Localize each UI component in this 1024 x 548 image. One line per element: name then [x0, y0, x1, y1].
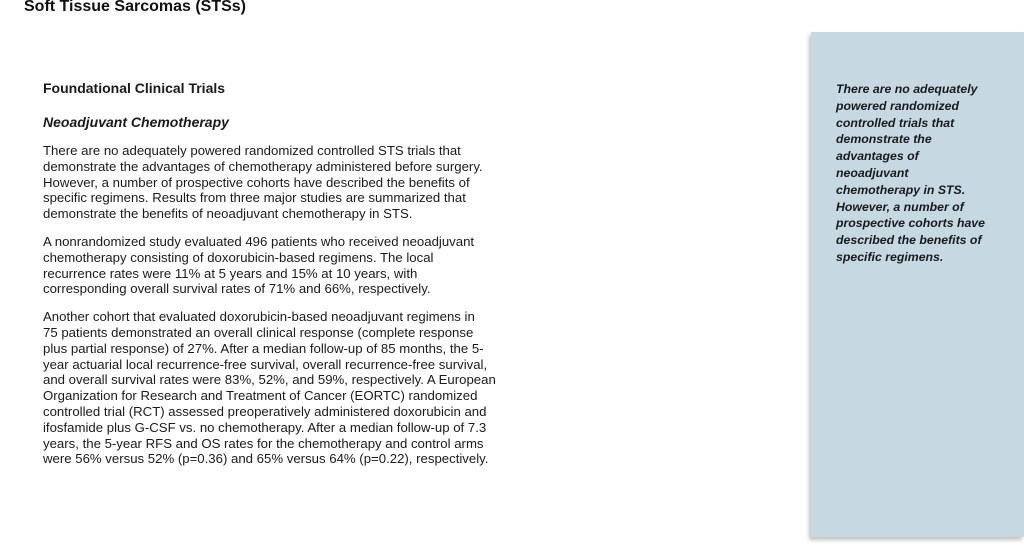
- sub-heading: Neoadjuvant Chemotherapy: [43, 114, 229, 130]
- callout-line: However, a number of: [836, 199, 964, 214]
- paragraph-line: year actuarial local recurrence-free survival, overall recurrence-free survival,: [43, 356, 488, 372]
- paragraph-intro: [43, 143, 543, 222]
- paragraph-cohort-eortc: [43, 309, 543, 467]
- callout-line: neoadjuvant: [836, 165, 909, 180]
- paragraph-line: Another cohort that evaluated doxorubicin-based neoadjuvant regimens in: [43, 309, 475, 325]
- paragraph-line: Organization for Research and Treatment of Cancer (EORTC) randomized: [43, 388, 478, 404]
- paragraph-line: plus partial response) of 27%. After a median follow-up of 85 months, the 5-: [43, 340, 484, 356]
- callout-text: [836, 81, 1016, 266]
- callout-line: chemotherapy in STS.: [836, 182, 966, 197]
- paragraph-line: specific regimens. Results from three major studies are summarized that: [43, 190, 466, 206]
- callout-line: described the benefits of: [836, 233, 982, 248]
- paragraph-line: demonstrate the benefits of neoadjuvant chemotherapy in STS.: [43, 206, 413, 222]
- paragraph-line: A nonrandomized study evaluated 496 patients who received neoadjuvant: [43, 233, 475, 249]
- callout-sidebar: [811, 32, 1024, 537]
- paragraph-line: However, a number of prospective cohorts have described the benefits of: [43, 174, 470, 190]
- paragraph-line: controlled trial (RCT) assessed preoperatively administered doxorubicin and: [43, 403, 487, 419]
- paragraph-line: and overall survival rates were 83%, 52%, and 59%, respectively. A European: [43, 372, 496, 388]
- callout-line: demonstrate the: [836, 132, 932, 147]
- paragraph-line: There are no adequately powered randomized controlled STS trials that: [43, 143, 461, 158]
- paragraph-line: demonstrate the advantages of chemotherapy administered before surgery.: [43, 158, 483, 174]
- callout-line: controlled trials that: [836, 115, 955, 130]
- callout-line: powered randomized: [836, 98, 959, 113]
- paragraph-line: chemotherapy consisting of doxorubicin-based regimens. The local: [43, 249, 434, 265]
- paragraph-line: 75 patients demonstrated an overall clinical response (complete response: [43, 324, 474, 340]
- paragraph-line: corresponding overall survival rates of 71% and 66%, respectively.: [43, 281, 431, 297]
- paragraph-nonrandomized-study: [43, 234, 543, 297]
- page-title: Soft Tissue Sarcomas (STSs): [24, 0, 246, 15]
- paragraph-line: ifosfamide plus G-CSF vs. no chemotherapy. After a median follow-up of 7.3: [43, 419, 487, 435]
- callout-line: prospective cohorts have: [836, 216, 985, 231]
- main-content: [43, 80, 543, 467]
- callout-line: There are no adequately: [836, 82, 978, 96]
- section-heading: Foundational Clinical Trials: [43, 80, 226, 96]
- callout-line: specific regimens.: [836, 249, 944, 264]
- callout-line: advantages of: [836, 149, 919, 164]
- paragraph-line: were 56% versus 52% (p=0.36) and 65% versus 64% (p=0.22), respectively.: [43, 451, 489, 467]
- paragraph-line: years, the 5-year RFS and OS rates for the chemotherapy and control arms: [43, 435, 484, 451]
- paragraph-line: recurrence rates were 11% at 5 years and 15% at 10 years, with: [43, 265, 418, 281]
